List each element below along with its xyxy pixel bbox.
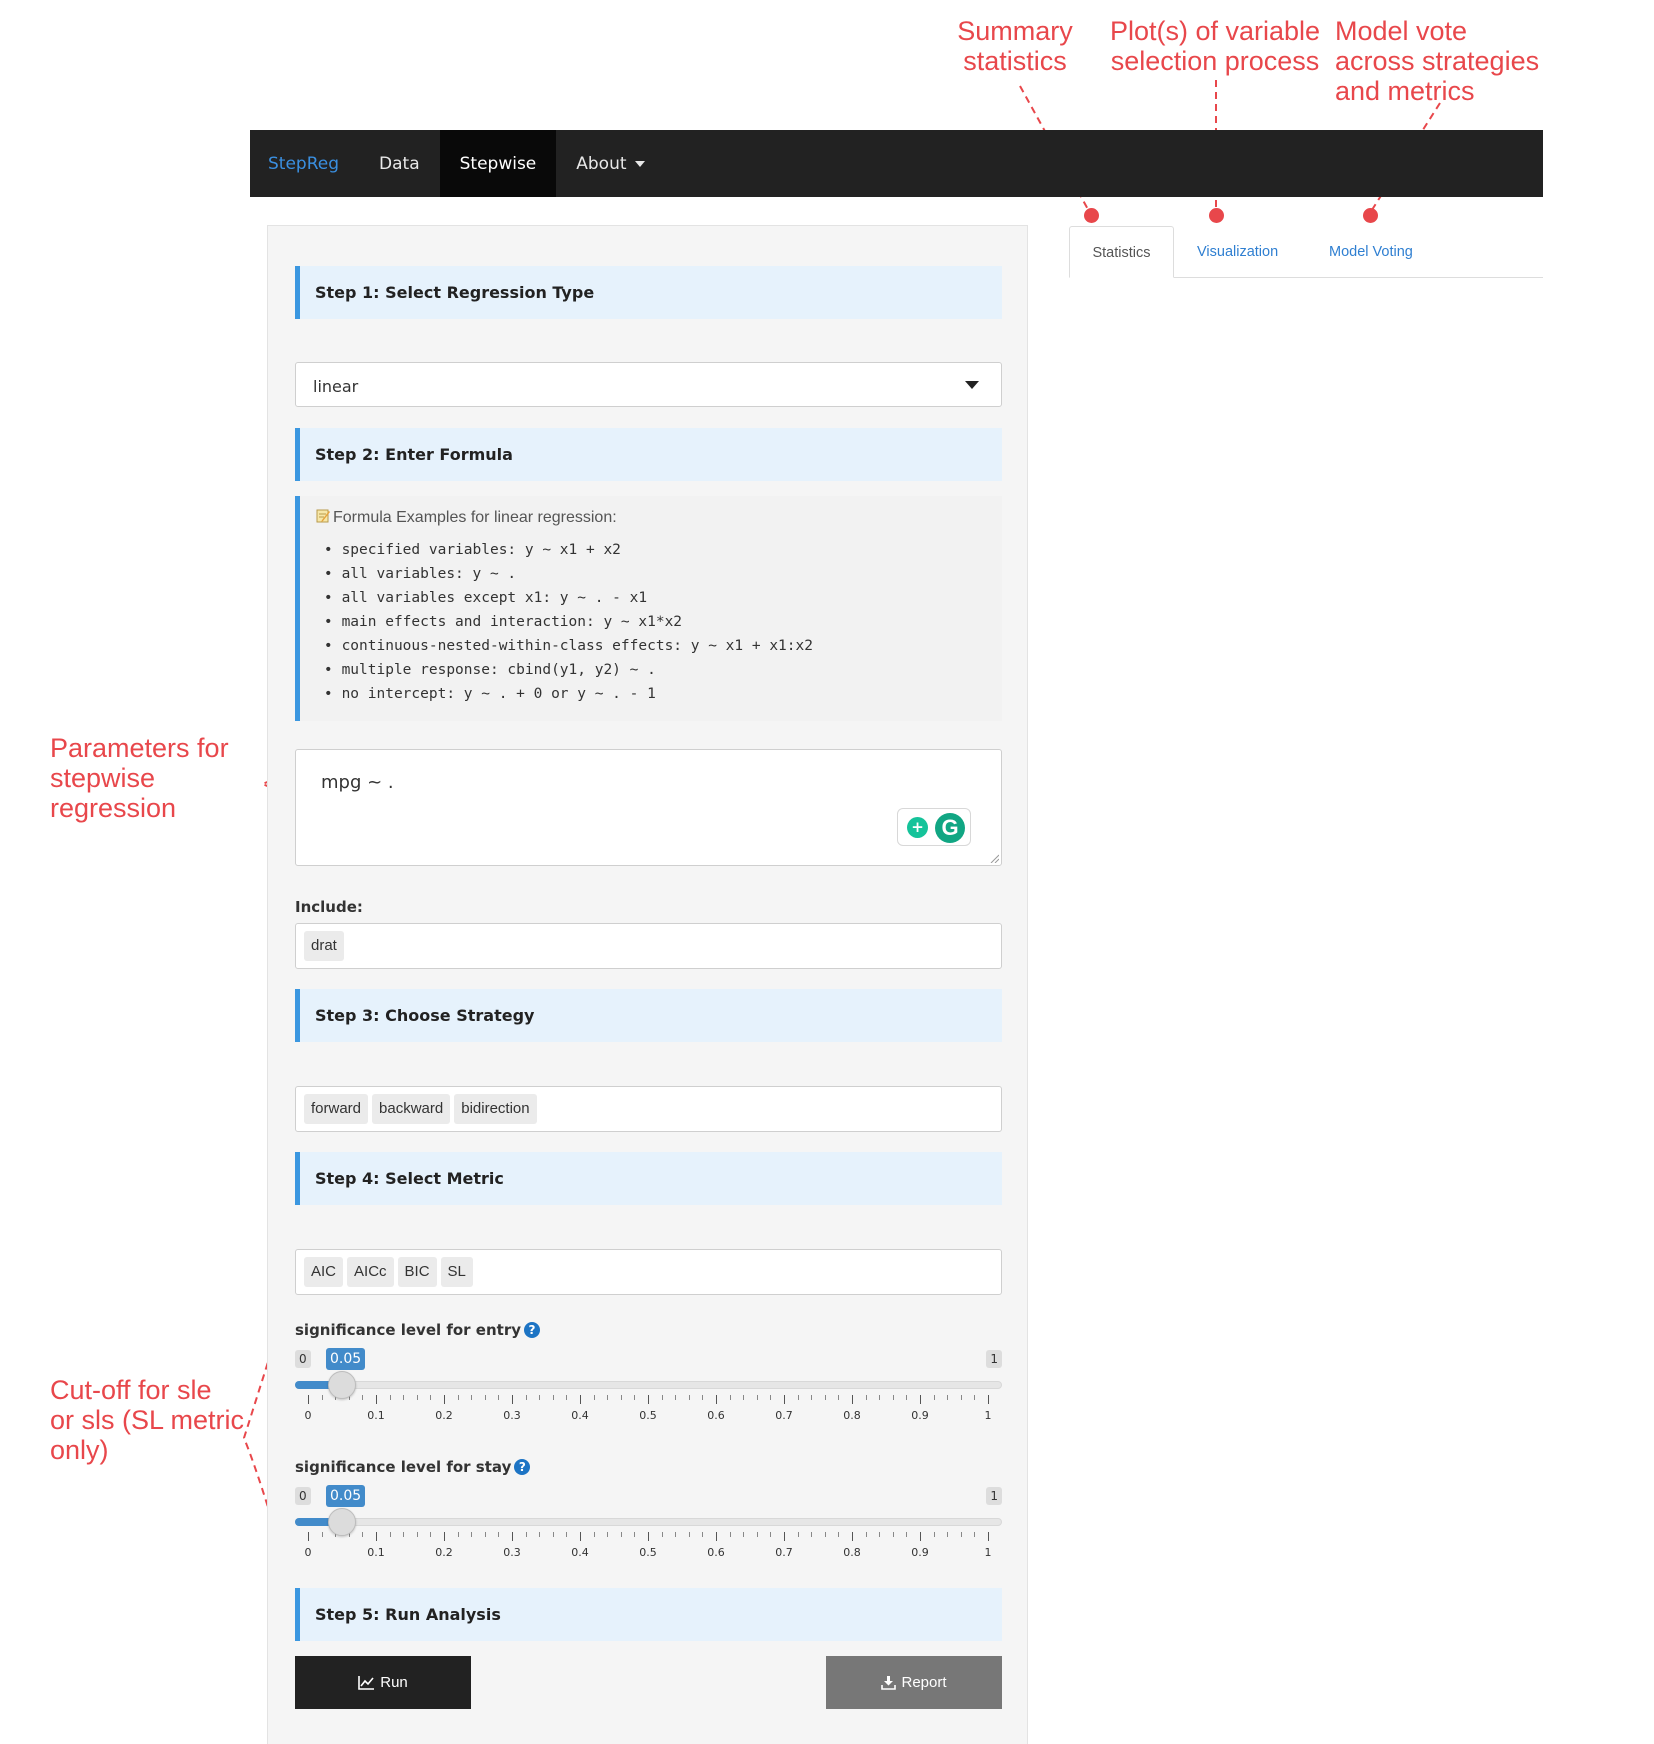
formula-value: mpg ~ .	[321, 772, 394, 793]
slider-minor-tick	[662, 1532, 663, 1537]
annotation-parameters: Parameters for stepwise regression	[50, 733, 229, 823]
slider-minor-tick	[893, 1532, 894, 1537]
slider-minor-tick	[825, 1395, 826, 1400]
slider-minor-tick	[730, 1532, 731, 1537]
annotation-dot-visualization	[1209, 208, 1224, 223]
slider-minor-tick	[811, 1532, 812, 1537]
formula-help-box	[295, 496, 1002, 721]
slider-tick-label: 0.1	[367, 1409, 385, 1422]
slider-minor-tick	[390, 1395, 391, 1400]
slider-tick-label: 0.2	[435, 1546, 453, 1559]
grammarly-widget[interactable]	[897, 808, 971, 846]
slider-minor-tick	[702, 1395, 703, 1400]
slider-tick-label: 1	[984, 1546, 992, 1559]
output-tabs	[1069, 226, 1543, 278]
slider-minor-tick	[974, 1532, 975, 1537]
slider-tick-label: 0.3	[503, 1409, 521, 1422]
nav-item-about-label: About	[576, 153, 627, 174]
slider-major-tick	[716, 1395, 717, 1404]
list-item: • multiple response: cbind(y1, y2) ~ .	[324, 658, 813, 682]
tab-statistics[interactable]: Statistics	[1069, 226, 1174, 278]
slider-tick-label: 0.8	[843, 1546, 861, 1559]
slider-minor-tick	[417, 1532, 418, 1537]
slider-major-tick	[580, 1395, 581, 1404]
slider-major-tick	[308, 1532, 309, 1541]
slider-minor-tick	[498, 1395, 499, 1400]
slider-tick-label: 0.4	[571, 1546, 589, 1559]
slider-minor-tick	[322, 1395, 323, 1400]
slider-tick-label: 0.9	[911, 1409, 929, 1422]
formula-help-title: Formula Examples for linear regression:	[315, 508, 617, 527]
list-item: • all variables: y ~ .	[324, 562, 813, 586]
slider-minor-tick	[458, 1395, 459, 1400]
slider-minor-tick	[702, 1532, 703, 1537]
slider-major-tick	[376, 1395, 377, 1404]
slider-minor-tick	[675, 1532, 676, 1537]
slider-value-label: 0.05	[326, 1485, 365, 1507]
slider-minor-tick	[757, 1395, 758, 1400]
slider-minor-tick	[539, 1395, 540, 1400]
slider-minor-tick	[866, 1395, 867, 1400]
annotation-cutoff: Cut-off for sle or sls (SL metric only)	[50, 1375, 245, 1465]
slider-minor-tick	[322, 1532, 323, 1537]
slider-minor-tick	[906, 1395, 907, 1400]
slider-minor-tick	[594, 1532, 595, 1537]
question-icon[interactable]: ?	[524, 1322, 540, 1338]
sls-slider[interactable]	[295, 1487, 1002, 1567]
report-button[interactable]: Report	[826, 1656, 1002, 1709]
nav-item-about[interactable]	[556, 130, 664, 197]
slider-minor-tick	[485, 1532, 486, 1537]
annotation-plots: Plot(s) of variable selection process	[1109, 16, 1321, 76]
slider-minor-tick	[526, 1395, 527, 1400]
slider-minor-tick	[770, 1532, 771, 1537]
slider-major-tick	[648, 1532, 649, 1541]
slider-max-label: 1	[986, 1487, 1002, 1505]
slider-track[interactable]	[295, 1518, 1002, 1526]
slider-tick-label: 0.6	[707, 1409, 725, 1422]
slider-minor-tick	[539, 1532, 540, 1537]
slider-tick-label: 0.4	[571, 1409, 589, 1422]
strategy-input[interactable]	[295, 1086, 1002, 1132]
caret-down-icon	[965, 381, 979, 389]
slider-major-tick	[988, 1395, 989, 1404]
slider-major-tick	[852, 1395, 853, 1404]
slider-minor-tick	[417, 1395, 418, 1400]
regression-type-select[interactable]	[295, 362, 1002, 407]
slider-minor-tick	[621, 1395, 622, 1400]
download-icon	[881, 1675, 896, 1690]
slider-minor-tick	[430, 1532, 431, 1537]
slider-minor-tick	[906, 1532, 907, 1537]
slider-minor-tick	[403, 1532, 404, 1537]
list-item: • all variables except x1: y ~ . - x1	[324, 586, 813, 610]
slider-major-tick	[308, 1395, 309, 1404]
slider-minor-tick	[471, 1532, 472, 1537]
slider-minor-tick	[458, 1532, 459, 1537]
navbar-brand[interactable]: StepReg	[268, 153, 340, 174]
metric-input[interactable]	[295, 1249, 1002, 1295]
slider-minor-tick	[553, 1532, 554, 1537]
include-tag[interactable]: drat	[304, 931, 344, 961]
strategy-tag-backward[interactable]: backward	[372, 1094, 450, 1124]
step2-header: Step 2: Enter Formula	[295, 428, 1002, 481]
slider-minor-tick	[689, 1395, 690, 1400]
slider-major-tick	[512, 1532, 513, 1541]
slider-minor-tick	[362, 1395, 363, 1400]
slider-major-tick	[512, 1395, 513, 1404]
slider-tick-label: 0.8	[843, 1409, 861, 1422]
annotation-dot-voting	[1363, 208, 1378, 223]
slider-minor-tick	[471, 1395, 472, 1400]
step4-header: Step 4: Select Metric	[295, 1152, 1002, 1205]
metric-tag-sl[interactable]: SL	[441, 1257, 473, 1287]
slider-minor-tick	[498, 1532, 499, 1537]
slider-min-label: 0	[295, 1350, 311, 1368]
slider-tick-label: 0	[304, 1409, 312, 1422]
metric-tag-aicc[interactable]: AICc	[347, 1257, 394, 1287]
slider-tick-label: 0.3	[503, 1546, 521, 1559]
slider-minor-tick	[675, 1395, 676, 1400]
slider-minor-tick	[566, 1532, 567, 1537]
slider-handle[interactable]	[328, 1508, 356, 1536]
tab-visualization[interactable]: Visualization	[1197, 244, 1279, 260]
slider-major-tick	[648, 1395, 649, 1404]
slider-minor-tick	[879, 1395, 880, 1400]
annotation-voting: Model vote across strategies and metrics	[1335, 16, 1540, 106]
slider-tick-label: 0.6	[707, 1546, 725, 1559]
include-label: Include:	[295, 898, 363, 916]
slider-minor-tick	[362, 1532, 363, 1537]
tab-model-voting[interactable]: Model Voting	[1329, 244, 1413, 260]
slider-minor-tick	[879, 1532, 880, 1537]
slider-min-label: 0	[295, 1487, 311, 1505]
list-item: • continuous-nested-within-class effects: y ~ x1 + x1:x2	[324, 634, 813, 658]
metric-tag-bic[interactable]: BIC	[398, 1257, 437, 1287]
slider-major-tick	[852, 1532, 853, 1541]
annotation-summary: Summary statistics	[957, 16, 1073, 76]
slider-major-tick	[580, 1532, 581, 1541]
step3-header: Step 3: Choose Strategy	[295, 989, 1002, 1042]
slider-minor-tick	[634, 1532, 635, 1537]
slider-minor-tick	[430, 1395, 431, 1400]
slider-minor-tick	[594, 1395, 595, 1400]
slider-minor-tick	[838, 1395, 839, 1400]
slider-minor-tick	[757, 1532, 758, 1537]
slider-major-tick	[920, 1532, 921, 1541]
slider-minor-tick	[770, 1395, 771, 1400]
sidebar-panel	[267, 225, 1028, 1744]
slider-tick-label: 0.9	[911, 1546, 929, 1559]
sls-label: significance level for stay ?	[295, 1458, 530, 1476]
sle-slider[interactable]	[295, 1350, 1002, 1430]
slider-major-tick	[784, 1395, 785, 1404]
slider-tick-label: 0.2	[435, 1409, 453, 1422]
navbar	[250, 130, 1543, 197]
slider-handle[interactable]	[328, 1371, 356, 1399]
step5-header: Step 5: Run Analysis	[295, 1588, 1002, 1641]
step1-header: Step 1: Select Regression Type	[295, 266, 1002, 319]
slider-major-tick	[716, 1532, 717, 1541]
regression-type-value: linear	[313, 377, 359, 396]
slider-minor-tick	[934, 1532, 935, 1537]
slider-minor-tick	[689, 1532, 690, 1537]
slider-major-tick	[988, 1532, 989, 1541]
run-button[interactable]: Run	[295, 1656, 471, 1709]
formula-examples-list	[324, 538, 813, 706]
nav-item-data[interactable]: Data	[379, 153, 420, 174]
slider-tick-label: 0.5	[639, 1546, 657, 1559]
metric-tag-aic[interactable]: AIC	[304, 1257, 343, 1287]
slider-minor-tick	[934, 1395, 935, 1400]
slider-minor-tick	[893, 1395, 894, 1400]
strategy-tag-forward[interactable]: forward	[304, 1094, 368, 1124]
slider-minor-tick	[798, 1532, 799, 1537]
slider-track[interactable]	[295, 1381, 1002, 1389]
slider-value-label: 0.05	[326, 1348, 365, 1370]
lightbulb-icon: +	[907, 817, 928, 838]
slider-minor-tick	[811, 1395, 812, 1400]
list-item: • specified variables: y ~ x1 + x2	[324, 538, 813, 562]
slider-tick-label: 0.5	[639, 1409, 657, 1422]
slider-minor-tick	[825, 1532, 826, 1537]
sle-label: significance level for entry ?	[295, 1321, 540, 1339]
slider-minor-tick	[961, 1532, 962, 1537]
slider-tick-label: 0	[304, 1546, 312, 1559]
slider-minor-tick	[485, 1395, 486, 1400]
slider-minor-tick	[743, 1532, 744, 1537]
slider-minor-tick	[662, 1395, 663, 1400]
slider-minor-tick	[730, 1395, 731, 1400]
slider-minor-tick	[607, 1532, 608, 1537]
slider-minor-tick	[866, 1532, 867, 1537]
caret-down-icon	[635, 161, 645, 167]
slider-major-tick	[444, 1395, 445, 1404]
slider-minor-tick	[838, 1532, 839, 1537]
include-input[interactable]	[295, 923, 1002, 969]
slider-minor-tick	[634, 1395, 635, 1400]
formula-textarea[interactable]	[295, 749, 1002, 866]
slider-minor-tick	[621, 1532, 622, 1537]
slider-major-tick	[376, 1532, 377, 1541]
slider-tick-label: 1	[984, 1409, 992, 1422]
grammarly-icon: G	[935, 813, 965, 843]
resize-grip-icon[interactable]	[989, 853, 999, 863]
slider-minor-tick	[974, 1395, 975, 1400]
slider-minor-tick	[947, 1532, 948, 1537]
slider-major-tick	[920, 1395, 921, 1404]
memo-icon	[315, 508, 331, 524]
slider-minor-tick	[390, 1532, 391, 1537]
slider-minor-tick	[947, 1395, 948, 1400]
slider-minor-tick	[798, 1395, 799, 1400]
slider-tick-label: 0.7	[775, 1546, 793, 1559]
nav-item-stepwise[interactable]: Stepwise	[440, 130, 557, 197]
slider-minor-tick	[607, 1395, 608, 1400]
slider-minor-tick	[553, 1395, 554, 1400]
slider-major-tick	[784, 1532, 785, 1541]
slider-minor-tick	[743, 1395, 744, 1400]
slider-minor-tick	[961, 1395, 962, 1400]
list-item: • main effects and interaction: y ~ x1*x2	[324, 610, 813, 634]
slider-tick-label: 0.7	[775, 1409, 793, 1422]
slider-minor-tick	[403, 1395, 404, 1400]
slider-max-label: 1	[986, 1350, 1002, 1368]
slider-tick-label: 0.1	[367, 1546, 385, 1559]
question-icon[interactable]: ?	[514, 1459, 530, 1475]
list-item: • no intercept: y ~ . + 0 or y ~ . - 1	[324, 682, 813, 706]
slider-minor-tick	[526, 1532, 527, 1537]
slider-major-tick	[444, 1532, 445, 1541]
line-chart-icon	[358, 1675, 375, 1690]
slider-minor-tick	[566, 1395, 567, 1400]
annotation-dot-statistics	[1084, 208, 1099, 223]
strategy-tag-bidirection[interactable]: bidirection	[454, 1094, 536, 1124]
